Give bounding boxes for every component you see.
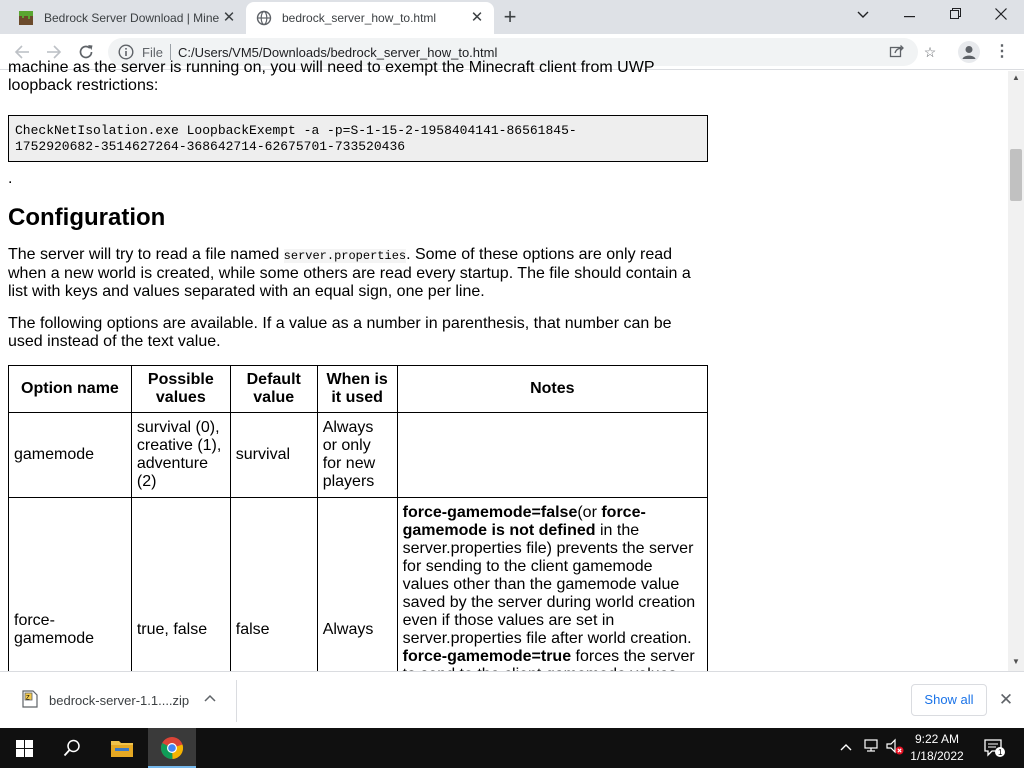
window-close-icon[interactable] (978, 0, 1024, 30)
column-header: Possible values (131, 366, 230, 413)
file-explorer-button[interactable] (98, 728, 146, 768)
scroll-up-icon[interactable]: ▲ (1012, 73, 1020, 82)
volume-muted-icon[interactable] (885, 738, 905, 759)
chrome-taskbar-button[interactable] (148, 728, 196, 768)
intro-paragraph: machine as the server is running on, you will need to exempt the Minecraft client from UWP loopback restrictions: (8, 59, 655, 94)
show-all-button[interactable]: Show all (911, 684, 987, 716)
url-text[interactable]: C:/Users/VM5/Downloads/bedrock_server_how_to.html (178, 45, 498, 60)
options-paragraph: The following options are available. If a value as a number in parenthesis, that number can be used instead of the text value. (8, 315, 672, 350)
tab-bedrock-download[interactable] (8, 2, 246, 34)
table-row (9, 413, 708, 498)
system-clock[interactable] (904, 731, 970, 765)
column-header: Notes (397, 366, 707, 413)
zip-file-icon (22, 690, 38, 708)
close-download-bar-icon[interactable]: ✕ (998, 690, 1014, 709)
globe-icon (256, 10, 272, 26)
tab-title: Bedrock Server Download | Mine (44, 11, 220, 25)
download-file-name: bedrock-server-1.1....zip (49, 693, 190, 708)
option-name-cell: gamemode (9, 413, 132, 498)
column-header: When is it used (317, 366, 397, 413)
config-text-after: . Some of these options are only read when a new world is created, while some others are read every startup. The file should contain a list with keys and values separated with an equal sign, one per line. (8, 246, 691, 300)
when-used-cell: Always (317, 498, 397, 763)
clock-date: 1/18/2022 (910, 749, 964, 763)
folder-icon (110, 738, 134, 758)
notification-center-icon[interactable] (984, 738, 1004, 758)
tab-bedrock-how-to[interactable] (246, 2, 494, 34)
bookmark-star-icon[interactable]: ☆ (923, 44, 937, 60)
scroll-down-icon[interactable]: ▼ (1012, 657, 1020, 666)
possible-values-cell: true, false (131, 498, 230, 763)
omnibox-divider (170, 44, 171, 60)
share-icon[interactable] (888, 43, 906, 61)
column-header: Option name (9, 366, 132, 413)
tab-close-icon[interactable]: ✕ (470, 9, 484, 26)
notes-text-2: in the server.properties file) prevents the server for sending to the client gamemode values other than the gamemode value saved by the server during world creation even if those values are set in server.properties file after world creation. (402, 522, 696, 647)
config-paragraph (8, 246, 708, 301)
clock-time: 9:22 AM (914, 732, 960, 746)
column-header: Default value (230, 366, 317, 413)
default-value-cell: survival (230, 413, 317, 498)
download-divider (236, 680, 237, 722)
stray-dot-text: . (8, 170, 13, 187)
profile-avatar-icon[interactable] (958, 41, 980, 63)
info-icon[interactable] (118, 44, 134, 60)
tab-strip (0, 0, 1024, 34)
default-value-cell: false (230, 498, 317, 763)
restore-icon[interactable] (932, 0, 978, 30)
svg-text:Z: Z (26, 695, 30, 702)
download-options-chevron-icon[interactable] (204, 691, 216, 705)
chrome-icon (160, 736, 184, 760)
notes-cell (397, 413, 707, 498)
minimize-icon[interactable] (886, 0, 932, 30)
notes-bold-3: force-gamemode=true (402, 648, 572, 665)
tab-search-chevron-icon[interactable] (840, 0, 886, 30)
page-viewport (0, 59, 1008, 671)
tab-close-icon[interactable]: ✕ (222, 9, 236, 26)
tab-title: bedrock_server_how_to.html (282, 11, 437, 25)
scrollbar-thumb[interactable] (1010, 149, 1022, 201)
configuration-heading: Configuration (8, 204, 166, 231)
notes-bold-2: force-gamemode is not defined (402, 504, 646, 539)
config-text-before: The server will try to read a file named (8, 246, 284, 263)
start-button[interactable] (0, 728, 48, 768)
possible-values-cell: survival (0), creative (1), adventure (2) (131, 413, 230, 498)
notes-text-1: (or (577, 504, 602, 521)
option-name-cell: force-gamemode (9, 498, 132, 763)
new-tab-button[interactable]: + (503, 4, 517, 29)
notes-text-3: forces the server (575, 648, 695, 665)
network-icon[interactable] (862, 738, 880, 757)
scheme-label: File (142, 45, 163, 60)
command-code-block: CheckNetIsolation.exe LoopbackExempt -a -p=S-1-15-2-1958404141-86561845- 1752920682-3514627264-368642714-62675701-733520436 (8, 115, 708, 162)
reload-icon (78, 44, 94, 60)
table-header-row (9, 366, 708, 413)
vertical-scrollbar[interactable] (1008, 71, 1024, 671)
page-content (8, 59, 708, 763)
notes-bold-1: force-gamemode=false (402, 504, 578, 521)
search-icon (63, 739, 81, 757)
arrow-left-icon (14, 44, 30, 60)
server-properties-code: server.properties (283, 249, 407, 263)
minecraft-grass-block-icon (18, 10, 34, 26)
download-bar (0, 671, 1024, 728)
search-button[interactable] (48, 728, 96, 768)
when-used-cell: Always or only for new players (317, 413, 397, 498)
download-item[interactable] (12, 682, 232, 718)
windows-logo-icon (16, 740, 33, 757)
notification-count: 1 (998, 748, 1003, 758)
browser-menu-icon[interactable]: ⋮ (994, 43, 1010, 60)
arrow-right-icon (46, 44, 62, 60)
windows-taskbar (0, 728, 1024, 768)
show-hidden-icons-icon[interactable] (840, 739, 852, 754)
